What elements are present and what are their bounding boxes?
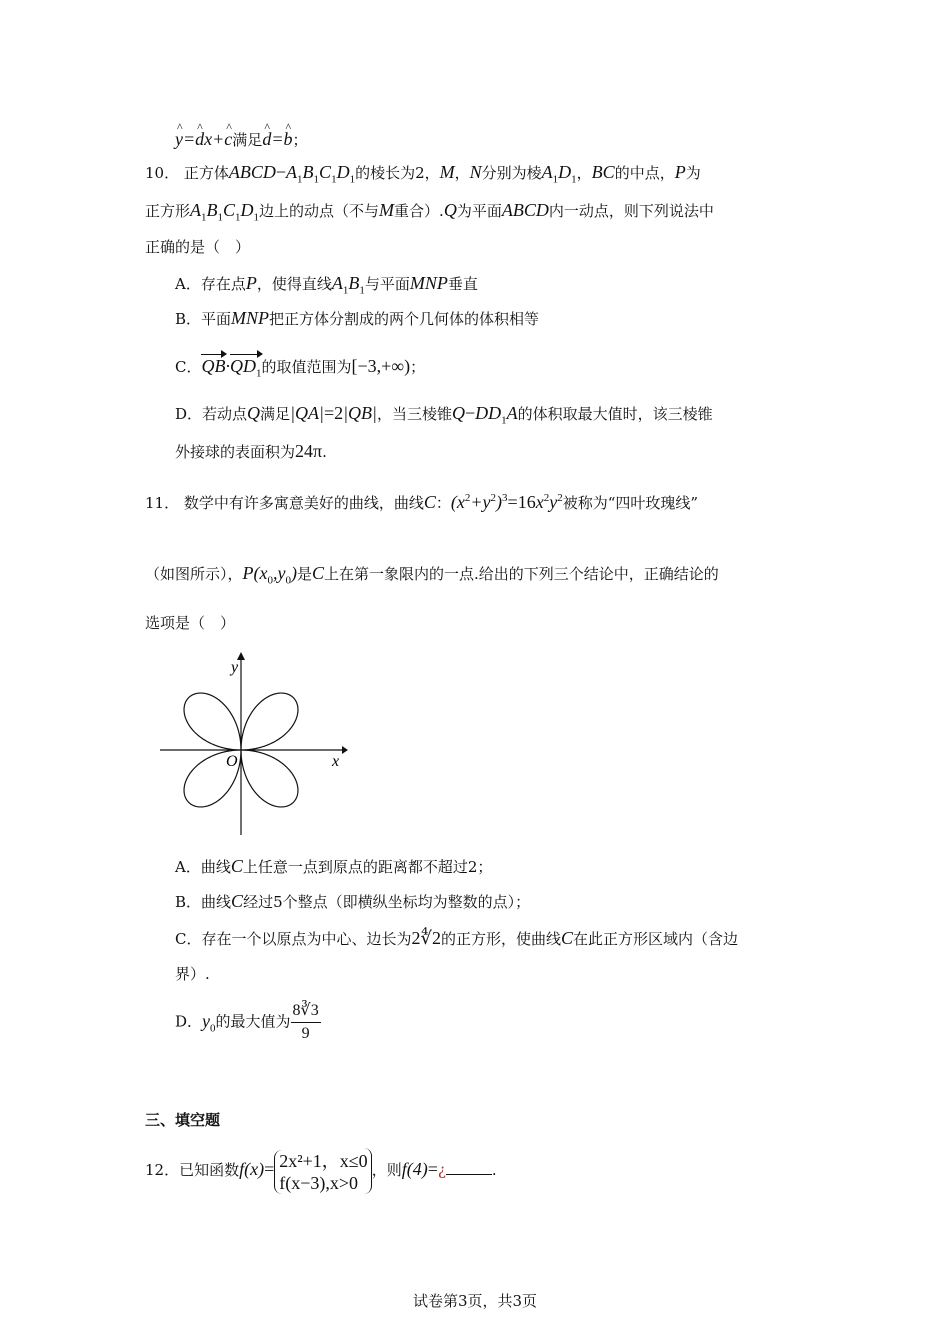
- q11-line3: 选项是（ ）: [145, 614, 236, 632]
- q10-line1: 10． 正方体$ABCD-A_1B_1C_1D_1$的棱长为2，M，N分别为棱$A_1D_1$，BC的中点，P为: [145, 162, 701, 186]
- x-axis-label: x: [332, 753, 340, 770]
- q12-line: 12．已知函数f(x)= 2x²+1，x≤0 f(x−3),x>0 ，则f(4)=¿ .: [145, 1146, 497, 1194]
- q10-option-c: C．$QB\cdot QD_1$的取值范围为[−3,+∞)；: [175, 355, 425, 385]
- page-footer: 试卷第3页，共3页: [412, 1292, 538, 1310]
- q11-option-c-line2: 界）.: [175, 965, 210, 983]
- answer-blank[interactable]: [446, 1160, 492, 1175]
- q11-option-d: D．$y_0$的最大值为 $\frac{8∛3}{9}$: [175, 1002, 319, 1042]
- q10-option-b: B．平面MNP把正方体分割成的两个几何体的体积相等: [175, 308, 540, 328]
- q10-option-d-line1: D．若动点Q满足|QA|=2|QB|，当三棱锥$Q-DD_1A$的体积取最大值时，该三棱锥: [175, 403, 713, 427]
- q11-option-c-line1: C．存在一个以原点为中心、边长为2∜2的正方形，使曲线C在此正方形区域内（含边: [175, 928, 739, 948]
- section-heading: 三、填空题: [145, 1111, 221, 1129]
- q10-line2: 正方形$A_1B_1C_1D_1$边上的动点（不与M重合）.Q为平面ABCD内一动点，则下列说法中: [145, 200, 714, 224]
- x-axis-arrow: [342, 746, 348, 754]
- q10-option-d-line2: 外接球的表面积为24π.: [175, 441, 327, 461]
- q11-line1: 11． 数学中有许多寓意美好的曲线，曲线C：$(x^2+y^2)^3=16x^2y^2$被称为“四叶玫瑰线”: [145, 492, 699, 512]
- q10-line3: 正确的是（ ）: [145, 238, 251, 256]
- q11-option-a: A．曲线C上任意一点到原点的距离都不超过2；: [175, 856, 493, 876]
- origin-label: O: [226, 753, 238, 770]
- four-leaf-rose-figure: [158, 650, 348, 840]
- top-line: ^ y=^ dx+^ c满足^ d=^ b；: [175, 128, 307, 151]
- y-axis-arrow: [237, 652, 245, 660]
- q11-line2: （如图所示），$P(x_0,y_0)$是C上在第一象限内的一点.给出的下列三个结论中，正确结论的: [145, 563, 719, 587]
- q10-option-a: A．存在点P，使得直线$A_1B_1$与平面MNP垂直: [175, 273, 478, 297]
- q11-option-b: B．曲线C经过5个整点（即横纵坐标均为整数的点）；: [175, 891, 531, 911]
- y-axis-label: y: [231, 659, 239, 676]
